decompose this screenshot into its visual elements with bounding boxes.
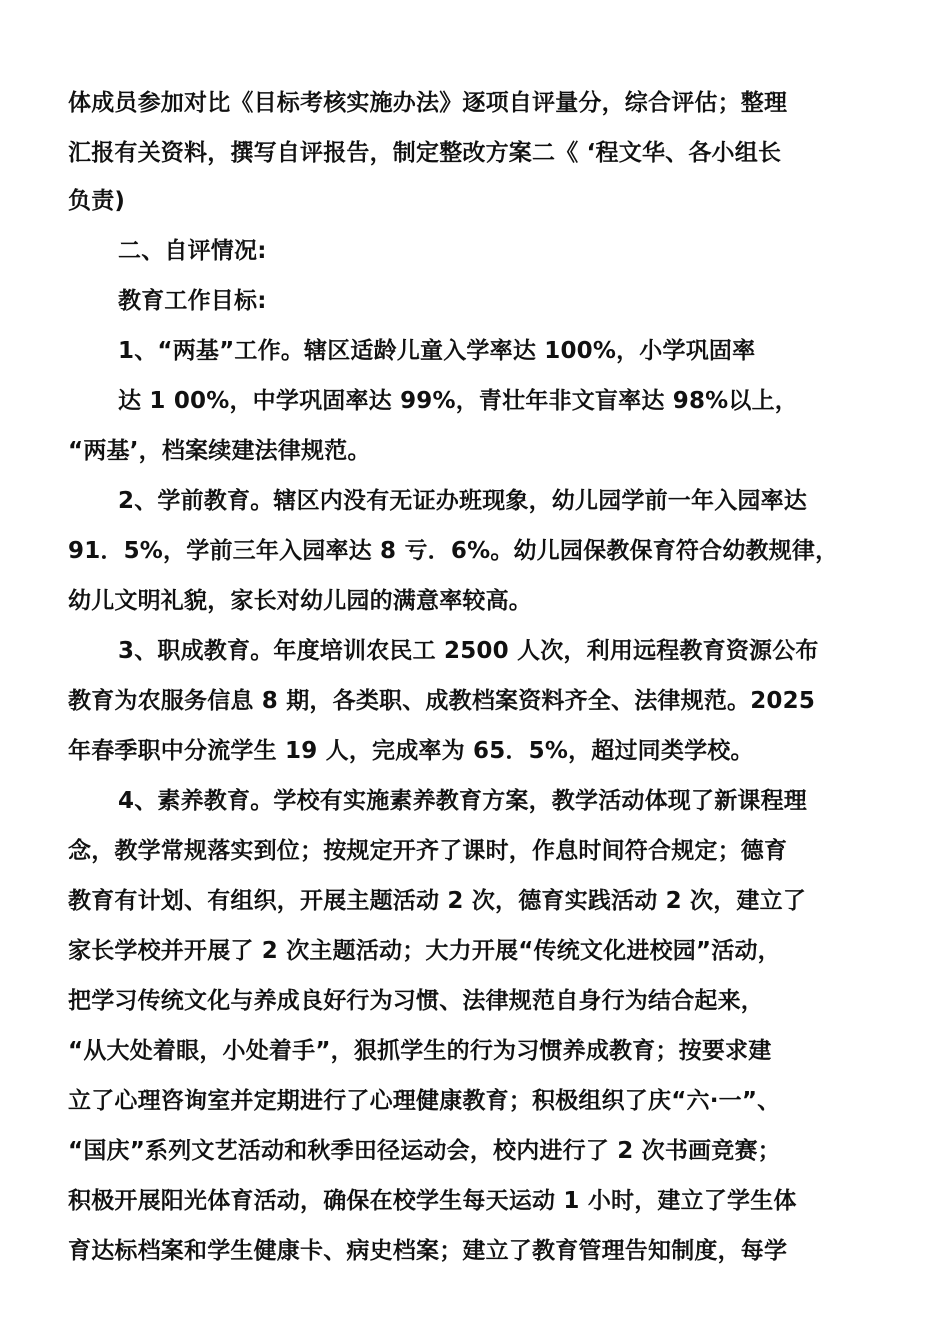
text-line: 汇报有关资料，撰写自评报告，制定整改方案二《 ‘程文华、各小组长	[68, 140, 782, 166]
text-line: 把学习传统文化与养成良好行为习惯、法律规范自身行为结合起来，	[68, 988, 764, 1014]
text-line: 3、职成教育。年度培训农民工 2500 人次，利用远程教育资源公布	[118, 638, 819, 664]
section-heading: 二、自评情况:	[118, 238, 267, 264]
text-line: “国庆”系列文艺活动和秋季田径运动会，校内进行了 2 次书画竞赛；	[68, 1138, 781, 1164]
subsection-heading: 教育工作目标:	[118, 288, 267, 314]
text-line: “从大处着眼，小处着手”，狠抓学生的行为习惯养成教育；按要求建	[68, 1038, 772, 1064]
text-line: “两基’，档案续建法律规范。	[68, 438, 371, 464]
text-line: 教育为农服务信息 8 期，各类职、成教档案资料齐全、法律规范。2025	[68, 688, 816, 714]
text-line: 幼儿文明礼貌，家长对幼儿园的满意率较高。	[68, 588, 532, 614]
text-line: 体成员参加对比《目标考核实施办法》逐项自评量分，综合评估；整理	[68, 90, 788, 116]
text-line: 育达标档案和学生健康卡、病史档案；建立了教育管理告知制度，每学	[68, 1238, 788, 1264]
text-line: 家长学校并开展了 2 次主题活动；大力开展“传统文化进校园”活动，	[68, 938, 781, 964]
text-line: 达 1 00%，中学巩固率达 99%，青壮年非文盲率达 98%以上，	[118, 388, 798, 414]
text-line: 年春季职中分流学生 19 人，完成率为 65．5%，超过同类学校。	[68, 738, 754, 764]
text-line: 念，教学常规落实到位；按规定开齐了课时，作息时间符合规定；德育	[68, 838, 788, 864]
text-line: 积极开展阳光体育活动，确保在校学生每天运动 1 小时，建立了学生体	[68, 1188, 797, 1214]
text-line: 立了心理咨询室并定期进行了心理健康教育；积极组织了庆“六·一”、	[68, 1088, 781, 1114]
text-line: 负责)	[68, 188, 126, 214]
text-line: 1、“两基”工作。辖区适龄儿童入学率达 100%，小学巩固率	[118, 338, 756, 364]
text-line: 2、学前教育。辖区内没有无证办班现象，幼儿园学前一年入园率达	[118, 488, 808, 514]
text-line: 4、素养教育。学校有实施素养教育方案，教学活动体现了新课程理	[118, 788, 808, 814]
text-line: 教育有计划、有组织，开展主题活动 2 次，德育实践活动 2 次，建立了	[68, 888, 807, 914]
text-line: 91．5%，学前三年入园率达 8 亏．6%。幼儿园保教保育符合幼教规律，	[68, 538, 839, 564]
